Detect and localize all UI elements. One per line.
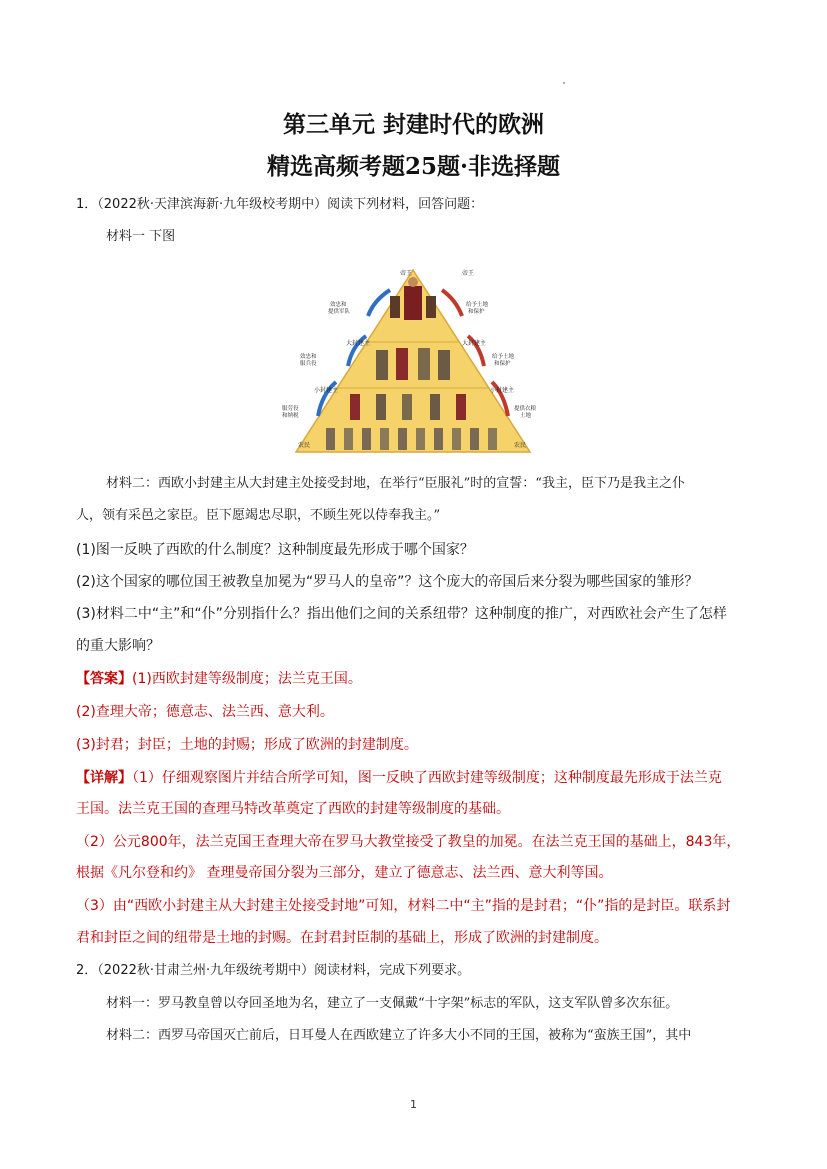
- document-subtitle: 精选高频考题25题·非选择题: [266, 153, 560, 180]
- king-figure: [390, 277, 436, 320]
- label-king-right: 帝王: [462, 270, 475, 277]
- detail-2-line2: 根据《凡尔登和约》 查理曼帝国分裂为三部分，建立了德意志、法兰西、意大利等国。: [76, 865, 613, 881]
- page-number: 1: [410, 1098, 417, 1111]
- answer-1: (1)西欧封建等级制度；法兰克王国。: [132, 671, 362, 687]
- label-give-2b: 和保护: [494, 361, 511, 367]
- q1-material-1: 材料一 下图: [106, 229, 176, 244]
- label-peasant-right: 农民: [514, 442, 527, 449]
- label-give-1a: 给予土地: [466, 302, 489, 308]
- detail-tag: 【详解】: [76, 770, 132, 786]
- label-duty-1a: 效忠和: [330, 302, 347, 308]
- label-duty-2a: 效忠和: [300, 354, 317, 360]
- answer-tag: 【答案】: [76, 671, 132, 687]
- label-small-lord-right: 小封建主: [490, 387, 515, 394]
- q1-subquestion-3-line2: 的重大影响？: [76, 638, 160, 654]
- feudal-hierarchy-figure: [278, 266, 548, 456]
- label-give-1b: 和保护: [468, 309, 485, 315]
- label-duty-3a: 服劳役: [282, 406, 299, 412]
- q1-subquestion-1: (1)图一反映了西欧的什么制度？这种制度最先形成于哪个国家？: [76, 542, 474, 558]
- decorative-dot: [563, 82, 565, 84]
- answer-2: (2)查理大帝；德意志、法兰西、意大利。: [76, 704, 334, 720]
- detail-3-line2: 君和封臣之间的纽带是土地的封赐。在封君封臣制的基础上，形成了欧洲的封建制度。: [76, 930, 608, 946]
- label-small-lord-left: 小封建主: [314, 387, 339, 394]
- label-duty-1b: 提供军队: [328, 309, 351, 315]
- q1-subquestion-3-line1: (3)材料二中“主”和“仆”分别指什么？指出他们之间的关系纽带？这种制度的推广，对西欧社会产生了怎样: [76, 606, 727, 622]
- label-big-lord-right: 大封建主: [462, 340, 487, 347]
- label-peasant-left: 农民: [298, 442, 311, 449]
- answer-3: (3)封君；封臣；土地的封赐；形成了欧洲的封建制度。: [76, 737, 418, 753]
- q1-material-2-line1: 材料二：西欧小封建主从大封建主处接受封地，在举行“臣服礼”时的宣誓：“我主，臣下乃是我主之仆: [106, 476, 685, 491]
- label-big-lord-left: 大封建主: [346, 340, 371, 347]
- q1-material-2-line2: 人，领有采邑之家臣。臣下愿竭忠尽职，不顾生死以侍奉我主。”: [76, 508, 441, 523]
- label-give-3a: 提供衣粮: [514, 406, 537, 412]
- q1-subquestion-2: (2)这个国家的哪位国王被教皇加冕为“罗马人的皇帝”？这个庞大的帝国后来分裂为哪些国家的雏形？: [76, 574, 699, 590]
- label-duty-2b: 服兵役: [300, 361, 317, 367]
- question-2-stem: 2．（2022秋·甘肃兰州·九年级统考期中）阅读材料，完成下列要求。: [76, 963, 471, 978]
- label-king-left: 帝王: [400, 270, 413, 277]
- arrow-down-icon: [442, 290, 462, 316]
- detail-1-line2: 王国。法兰克王国的查理马特改革奠定了西欧的封建等级制度的基础。: [76, 801, 510, 817]
- question-1-stem: 1．（2022秋·天津滨海新·九年级校考期中）阅读下列材料，回答问题：: [76, 197, 484, 212]
- document-title: 第三单元 封建时代的欧洲: [282, 111, 544, 138]
- answer-line-1: [76, 670, 766, 688]
- label-give-3b: 土地: [520, 413, 532, 419]
- detail-1-text: （1）仔细观察图片并结合所学可知，图一反映了西欧封建等级制度；这种制度最先形成于法兰克: [132, 770, 722, 786]
- detail-1-line1: [76, 769, 766, 787]
- detail-2-line1: （2）公元800年，法兰克国王查理大帝在罗马大教堂接受了教皇的加冕。在法兰克王国的基础上，843年，: [76, 834, 741, 850]
- q2-material-2: 材料二：西罗马帝国灭亡前后，日耳曼人在西欧建立了许多大小不同的王国，被称为“蛮族王国”，其中: [106, 1028, 692, 1043]
- label-duty-3b: 和纳税: [282, 413, 299, 419]
- detail-3-line1: （3）由“西欧小封建主从大封建主处接受封地”可知，材料二中“主”指的是封君；“仆”指的是封臣。联系封: [76, 898, 731, 914]
- q2-material-1: 材料一：罗马教皇曾以夺回圣地为名，建立了一支佩戴“十字架”标志的军队，这支军队曾多次东征。: [106, 996, 679, 1011]
- label-give-2a: 给予土地: [492, 354, 515, 360]
